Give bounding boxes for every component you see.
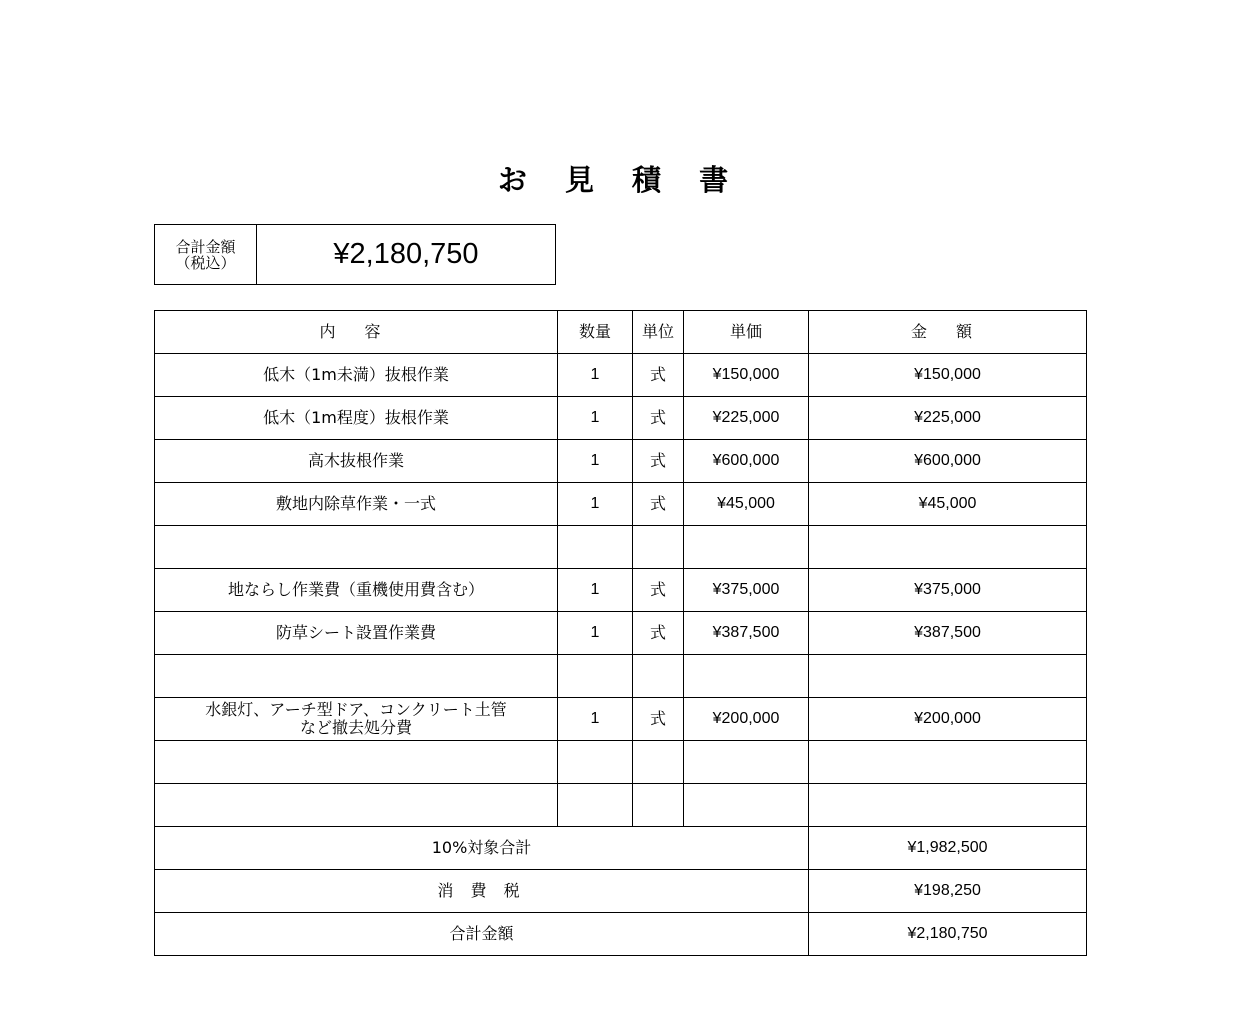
row-qty: 1 xyxy=(558,612,633,655)
table-header-row xyxy=(155,311,1087,354)
tax-row xyxy=(155,870,1087,913)
row-unit-price: ¥600,000 xyxy=(684,440,809,483)
row-amount: ¥150,000 xyxy=(809,354,1087,397)
row-content: 地ならし作業費（重機使用費含む） xyxy=(155,569,558,612)
table-row xyxy=(155,698,1087,741)
row-amount: ¥387,500 xyxy=(809,612,1087,655)
row-unit: 式 xyxy=(633,698,684,741)
row-unit xyxy=(633,784,684,827)
row-content xyxy=(155,655,558,698)
total-label-line1: 合計金額 xyxy=(175,237,236,256)
row-unit xyxy=(633,655,684,698)
row-amount xyxy=(809,655,1087,698)
grand-total-row xyxy=(155,913,1087,956)
row-unit-price: ¥225,000 xyxy=(684,397,809,440)
row-unit-price xyxy=(684,784,809,827)
header-qty: 数量 xyxy=(558,311,633,354)
row-unit xyxy=(633,526,684,569)
row-amount xyxy=(809,741,1087,784)
row-content: 敷地内除草作業・一式 xyxy=(155,483,558,526)
row-unit: 式 xyxy=(633,483,684,526)
table-row xyxy=(155,655,1087,698)
row-amount: ¥45,000 xyxy=(809,483,1087,526)
row-amount: ¥375,000 xyxy=(809,569,1087,612)
subtotal-value: ¥1,982,500 xyxy=(809,827,1087,870)
row-amount xyxy=(809,526,1087,569)
row-amount xyxy=(809,784,1087,827)
row-qty: 1 xyxy=(558,698,633,741)
row-unit-price xyxy=(684,526,809,569)
row-qty: 1 xyxy=(558,569,633,612)
total-value: ¥2,180,750 xyxy=(333,238,479,270)
page-title: お 見 積 書 xyxy=(497,163,743,197)
row-content: 高木抜根作業 xyxy=(155,440,558,483)
tax-label: 消 費 税 xyxy=(155,870,809,913)
estimate-table xyxy=(154,310,1087,956)
header-content: 内 容 xyxy=(155,311,558,354)
table-row xyxy=(155,526,1087,569)
header-unit: 単位 xyxy=(633,311,684,354)
table-row xyxy=(155,483,1087,526)
row-unit: 式 xyxy=(633,354,684,397)
header-unit-price: 単価 xyxy=(684,311,809,354)
row-unit-price: ¥200,000 xyxy=(684,698,809,741)
subtotal-row xyxy=(155,827,1087,870)
row-qty: 1 xyxy=(558,354,633,397)
row-content xyxy=(155,526,558,569)
row-unit-price xyxy=(684,655,809,698)
table-row xyxy=(155,612,1087,655)
row-amount: ¥600,000 xyxy=(809,440,1087,483)
row-qty: 1 xyxy=(558,397,633,440)
table-row xyxy=(155,440,1087,483)
total-amount-box xyxy=(154,224,556,285)
total-label-line2: （税込） xyxy=(175,253,236,272)
row-content: 低木（1m未満）抜根作業 xyxy=(155,354,558,397)
row-unit-price xyxy=(684,741,809,784)
table-row xyxy=(155,569,1087,612)
row-content-line2: など撤去処分費 xyxy=(299,718,412,737)
grand-total-value: ¥2,180,750 xyxy=(809,913,1087,956)
row-unit-price: ¥387,500 xyxy=(684,612,809,655)
row-unit: 式 xyxy=(633,440,684,483)
row-content xyxy=(155,698,558,741)
header-amount: 金 額 xyxy=(809,311,1087,354)
row-unit: 式 xyxy=(633,569,684,612)
row-qty xyxy=(558,526,633,569)
row-qty xyxy=(558,784,633,827)
total-label xyxy=(155,225,257,284)
row-amount: ¥200,000 xyxy=(809,698,1087,741)
row-unit: 式 xyxy=(633,397,684,440)
row-amount: ¥225,000 xyxy=(809,397,1087,440)
table-row xyxy=(155,784,1087,827)
table-row xyxy=(155,354,1087,397)
subtotal-label: 10%対象合計 xyxy=(155,827,809,870)
row-content: 防草シート設置作業費 xyxy=(155,612,558,655)
row-qty xyxy=(558,741,633,784)
row-qty: 1 xyxy=(558,483,633,526)
row-unit: 式 xyxy=(633,612,684,655)
row-qty: 1 xyxy=(558,440,633,483)
table-row xyxy=(155,397,1087,440)
table-row xyxy=(155,741,1087,784)
row-content-line1: 水銀灯、アーチ型ドア、コンクリート土管 xyxy=(205,700,507,719)
tax-value: ¥198,250 xyxy=(809,870,1087,913)
row-content xyxy=(155,784,558,827)
row-content: 低木（1m程度）抜根作業 xyxy=(155,397,558,440)
row-qty xyxy=(558,655,633,698)
grand-total-label: 合計金額 xyxy=(155,913,809,956)
row-content xyxy=(155,741,558,784)
row-unit-price: ¥375,000 xyxy=(684,569,809,612)
row-unit-price: ¥150,000 xyxy=(684,354,809,397)
row-unit-price: ¥45,000 xyxy=(684,483,809,526)
row-unit xyxy=(633,741,684,784)
